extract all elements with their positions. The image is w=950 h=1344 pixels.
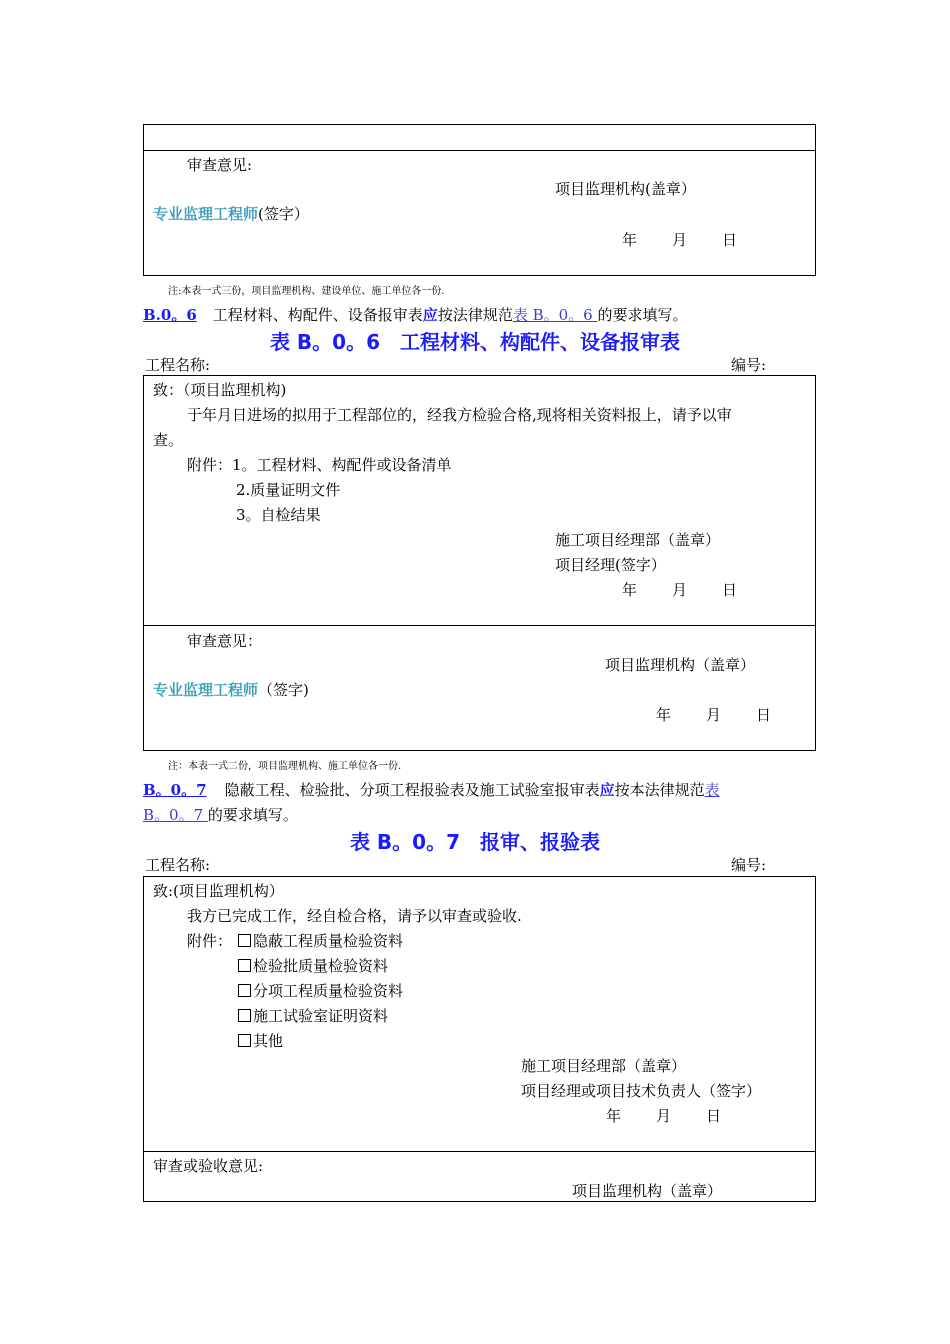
section-b006-code[interactable]: B.0。6 — [143, 306, 197, 324]
top-date-year: 年 — [622, 231, 638, 249]
form-b006-dept-stamp: 施工项目经理部（盖章） — [555, 531, 721, 549]
form-b007-dept-stamp: 施工项目经理部（盖章） — [521, 1057, 687, 1075]
form-b006-date2-month: 月 — [706, 706, 722, 724]
checkbox-icon[interactable] — [238, 1034, 251, 1047]
form-b006-engineer-signature — [153, 679, 309, 700]
section-b007-text-mid: 按本法律规范 — [614, 781, 705, 799]
top-form-divider — [143, 150, 816, 151]
form-b007-date-month: 月 — [656, 1107, 672, 1125]
top-engineer-signature — [153, 203, 309, 224]
form-b007-review-label: 审查或验收意见: — [153, 1157, 264, 1175]
form-b007-title: 表 B。0。7 报审、报验表 — [349, 830, 601, 854]
top-form-table — [143, 124, 816, 276]
section-b007-text: 隐蔽工程、检验批、分项工程报验表及施工试验室报审表 — [224, 781, 600, 799]
form-b006-note: 注：本表一式二份，项目监理机构、施工单位各一份. — [168, 761, 402, 772]
form-b007-attachment-item — [238, 955, 388, 976]
form-b006-to-line: 致：（项目监理机构) — [153, 381, 287, 399]
section-b006-text-after: 的要求填写。 — [597, 306, 688, 324]
form-b006-date-month: 月 — [672, 581, 688, 599]
form-b006-body-1: 于年月日进场的拟用于工程部位的，经我方检验合格,现将相关资料报上，请予以审 — [187, 406, 732, 424]
form-b007-attachment-item — [238, 980, 403, 1001]
section-b007-code[interactable]: B。0。7 — [143, 781, 207, 799]
form-b006-attachment-1: 附件：1。工程材料、构配件或设备清单 — [187, 456, 452, 474]
checkbox-icon[interactable] — [238, 934, 251, 947]
form-b007-org-stamp: 项目监理机构（盖章） — [572, 1182, 723, 1200]
form-b006-title: 表 B。0。6 工程材料、构配件、设备报审表 — [269, 330, 681, 354]
form-b007-date-year: 年 — [606, 1107, 622, 1125]
section-b007-link-2[interactable]: B。0。7 — [143, 806, 208, 824]
section-b007-link-1[interactable]: 表 — [704, 781, 720, 799]
section-b006-link[interactable]: 表 B。0。6 — [512, 306, 598, 324]
attachment-label: 施工试验室证明资料 — [253, 1007, 389, 1025]
top-org-stamp: 项目监理机构(盖章） — [555, 180, 696, 198]
form-b006-attachment-2: 2.质量证明文件 — [236, 481, 341, 499]
form-b006-org-stamp: 项目监理机构（盖章） — [605, 656, 756, 674]
section-b007-paragraph-line1 — [143, 779, 720, 800]
form-b007-manager-sign: 项目经理或项目技术负责人（签字） — [521, 1082, 762, 1100]
attachment-label: 分项工程质量检验资料 — [253, 982, 404, 1000]
form-b007-body-1: 我方已完成工作，经自检合格，请予以审查或验收. — [187, 907, 522, 925]
form-b006-divider — [143, 625, 816, 626]
section-b007-paragraph-line2 — [143, 804, 298, 825]
section-b006-paragraph — [143, 304, 688, 325]
form-b007-attachment-item — [238, 930, 403, 951]
top-form-note: 注:本表一式三份，项目监理机构、建设单位、施工单位各一份. — [168, 286, 445, 297]
section-b006-bold: 应 — [422, 306, 438, 324]
form-b007-attachment-item — [238, 1005, 388, 1026]
form-b006-date2-year: 年 — [656, 706, 672, 724]
form-b006-manager-sign: 项目经理(签字） — [555, 556, 666, 574]
checkbox-icon[interactable] — [238, 984, 251, 997]
form-b006-date-day: 日 — [722, 581, 738, 599]
form-b006-date-year: 年 — [622, 581, 638, 599]
attachment-label: 隐蔽工程质量检验资料 — [253, 932, 404, 950]
attachment-label: 检验批质量检验资料 — [253, 957, 389, 975]
section-b006-text-mid: 按法律规范 — [437, 306, 513, 324]
form-b007-project-label: 工程名称: — [145, 856, 211, 874]
section-b006-text: 工程材料、构配件、设备报审表 — [212, 306, 423, 324]
form-b007-to-line: 致:(项目监理机构） — [153, 882, 284, 900]
form-b006-engineer-title: 专业监理工程师 — [153, 681, 259, 699]
form-b006-attachment-3: 3。自检结果 — [236, 506, 321, 524]
top-engineer-title: 专业监理工程师 — [153, 205, 259, 223]
checkbox-icon[interactable] — [238, 1009, 251, 1022]
form-b006-body-2: 查。 — [153, 431, 184, 449]
form-b007-date-day: 日 — [706, 1107, 722, 1125]
form-b007-attachment-item — [238, 1030, 283, 1051]
form-b007-attach-prefix: 附件： — [187, 932, 233, 950]
form-b006-number-label: 编号: — [731, 356, 767, 374]
section-b007-bold: 应 — [599, 781, 615, 799]
top-date-day: 日 — [722, 231, 738, 249]
form-b007-number-label: 编号: — [731, 856, 767, 874]
top-date-month: 月 — [672, 231, 688, 249]
form-b006-project-label: 工程名称: — [145, 356, 211, 374]
top-review-label: 审查意见: — [187, 156, 253, 174]
form-b007-divider — [143, 1151, 816, 1152]
form-b006-review-label: 审查意见： — [187, 632, 263, 650]
form-b006-date2-day: 日 — [756, 706, 772, 724]
top-engineer-sign: (签字） — [258, 205, 309, 223]
attachment-label: 其他 — [253, 1032, 284, 1050]
checkbox-icon[interactable] — [238, 959, 251, 972]
form-b006-engineer-sign: （签字) — [258, 681, 309, 699]
section-b007-text-after: 的要求填写。 — [207, 806, 298, 824]
